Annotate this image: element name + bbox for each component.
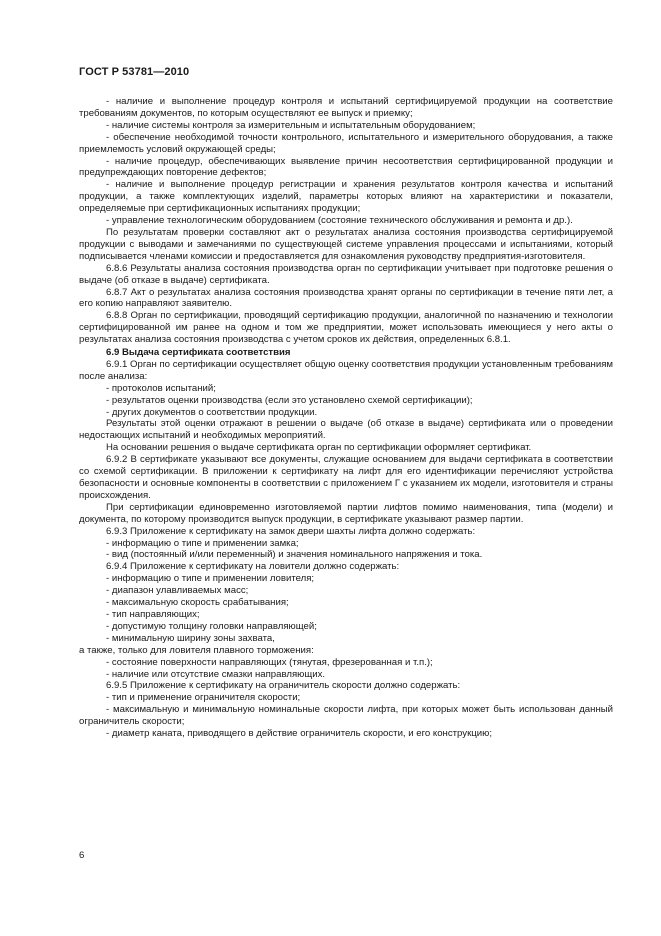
list-item: - максимальную скорость срабатывания; bbox=[106, 597, 289, 609]
list-item: - обеспечение необходимой точности контрольного, испытательного и измерительного оборудования, а также приемлемость условий окружающей среды; bbox=[79, 131, 613, 155]
paragraph: а также, только для ловителя плавного торможения: bbox=[79, 644, 314, 656]
paragraph: По результатам проверки составляют акт о результатах анализа состояния производства сертифицируемой продукции с выводами и замечаниями по существующей системе управления процессами и испытаниями, который подписывается членами комиссии и предоставляется для ознакомления руководству предприятия-изготовителя. bbox=[79, 226, 613, 262]
document-body bbox=[79, 96, 613, 740]
list-item: - минимальную ширину зоны захвата, bbox=[106, 632, 275, 644]
list-item: - информацию о типе и применении ловителя; bbox=[106, 573, 315, 585]
paragraph: 6.9.3 Приложение к сертификату на замок двери шахты лифта должно содержать: bbox=[106, 525, 476, 537]
list-item: - состояние поверхности направляющих (тянутая, фрезерованная и т.п.); bbox=[106, 656, 433, 668]
list-item: - максимальную и минимальную номинальные скорости лифта, при которых может быть использован данный ограничитель скорости; bbox=[79, 704, 613, 728]
paragraph: 6.9.1 Орган по сертификации осуществляет общую оценку соответствия продукции установленным требованиям после анализа: bbox=[79, 358, 613, 382]
paragraph: 6.9.4 Приложение к сертификату на ловители должно содержать: bbox=[106, 561, 400, 573]
list-item: - управление технологическим оборудованием (состояние технического обслуживания и ремонта и др.). bbox=[106, 215, 573, 227]
list-item: - результатов оценки производства (если это установлено схемой сертификации); bbox=[106, 394, 473, 406]
list-item: - тип направляющих; bbox=[106, 608, 200, 620]
list-item: - наличие процедур, обеспечивающих выявление причин несоответствия сертифицированной продукции и предупреждающих повторение дефектов; bbox=[79, 155, 613, 179]
list-item: - вид (постоянный и/или переменный) и значения номинального напряжения и тока. bbox=[106, 549, 483, 561]
list-item: - допустимую толщину головки направляющей; bbox=[106, 620, 317, 632]
list-item: - протоколов испытаний; bbox=[106, 382, 216, 394]
list-item: - наличие и выполнение процедур регистрации и хранения результатов контроля качества и испытаний продукции, а также комплектующих изделий, параметры которых влияют на характеристики и показатели, определяемые при сертификационных испытаниях продукции; bbox=[79, 179, 613, 215]
paragraph: 6.9.2 В сертификате указывают все документы, служащие основанием для выдачи сертификата в соответствии со схемой сертификации. В приложении к сертификату на лифт для его идентификации перечисляют устройства безопасности и основные компоненты в соответствии с приложением Г с указанием их модели, изготовителя и страны происхождения. bbox=[79, 454, 613, 501]
paragraph: Результаты этой оценки отражают в решении о выдаче (об отказе в выдаче) сертификата или о проведении недостающих испытаний и необходимых мероприятий. bbox=[79, 418, 613, 442]
paragraph: 6.8.6 Результаты анализа состояния производства орган по сертификации учитывает при подготовке решения о выдаче (об отказе в выдаче) сертификата. bbox=[79, 262, 613, 286]
paragraph: 6.9.5 Приложение к сертификату на ограничитель скорости должно содержать: bbox=[106, 680, 461, 692]
list-item: - диаметр каната, приводящего в действие ограничитель скорости, и его конструкцию; bbox=[106, 728, 492, 740]
list-item: - диапазон улавливаемых масс; bbox=[106, 585, 249, 597]
paragraph: 6.8.8 Орган по сертификации, проводящий сертификацию продукции, аналогичной по назначению и технологии сертифицированной им ранее на одном и том же предприятии, может использовать имеющиеся у него акты о результатах анализа состояния производства с учетом сроков их действия, определенных 6.8.1. bbox=[79, 310, 613, 346]
page-number: 6 bbox=[79, 850, 85, 861]
list-item: - информацию о типе и применении замка; bbox=[106, 537, 299, 549]
list-item: - наличие системы контроля за измерительным и испытательным оборудованием; bbox=[106, 119, 476, 131]
paragraph: При сертификации единовременно изготовляемой партии лифтов помимо наименования, типа (модели) и документа, по которому производится выпуск продукции, в сертификате указывают размер партии. bbox=[79, 501, 613, 525]
section-heading: 6.9 Выдача сертификата соответствия bbox=[106, 347, 291, 359]
paragraph: На основании решения о выдаче сертификата орган по сертификации оформляет сертификат. bbox=[106, 442, 532, 454]
list-item: - тип и применение ограничителя скорости; bbox=[106, 692, 301, 704]
list-item: - наличие или отсутствие смазки направляющих. bbox=[106, 668, 326, 680]
list-item: - других документов о соответствии продукции. bbox=[106, 406, 318, 418]
paragraph: 6.8.7 Акт о результатах анализа состояния производства хранят органы по сертификации в течение пяти лет, а его копию направляют заявителю. bbox=[79, 286, 613, 310]
list-item: - наличие и выполнение процедур контроля и испытаний сертифицируемой продукции на соответствие требованиям документов, по которым осуществляют ее выпуск и приемку; bbox=[79, 96, 613, 119]
document-header: ГОСТ Р 53781—2010 bbox=[79, 66, 190, 78]
